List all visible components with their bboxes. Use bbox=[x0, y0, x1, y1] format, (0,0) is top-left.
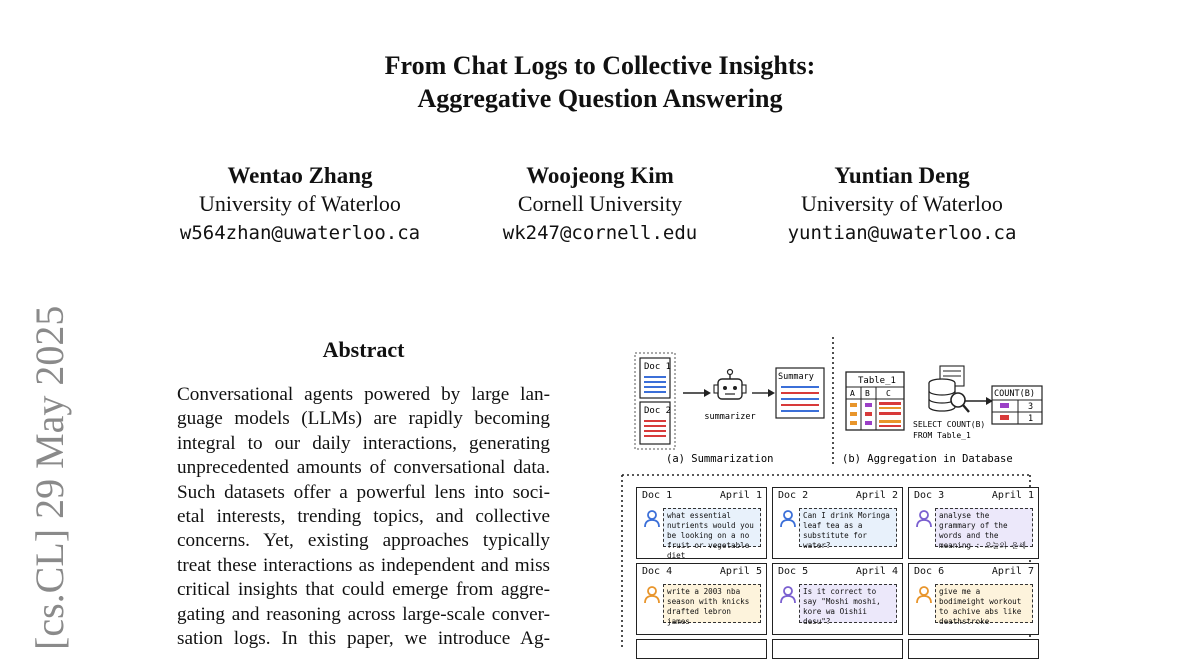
result-value: 3 bbox=[1028, 402, 1034, 412]
chat-message: write a 2003 nba season with knicks drafted lebron james bbox=[663, 584, 761, 623]
doc-card-header bbox=[914, 490, 1034, 501]
user-icon bbox=[644, 510, 660, 528]
abstract-line: concerns. Yet, existing approaches typically bbox=[177, 530, 550, 552]
result-value: 1 bbox=[1028, 414, 1034, 424]
author-block-2 bbox=[450, 162, 750, 248]
author-block-3 bbox=[752, 162, 1052, 248]
doc-card-header bbox=[778, 566, 898, 577]
result-color-swatch bbox=[1000, 415, 1009, 420]
chat-message: what essential nutrients would you be looking on a no fruit or vegetable diet bbox=[663, 508, 761, 547]
result-color-swatch bbox=[1000, 403, 1009, 408]
doc-card-id: Doc 1 bbox=[642, 490, 673, 501]
user-icon bbox=[780, 510, 796, 528]
chat-message: give me a bodimeight workout to achive abs like deathstroke bbox=[935, 584, 1033, 623]
result-header: COUNT(B) bbox=[994, 389, 1035, 399]
arrow-icon bbox=[768, 389, 775, 397]
abstract-line: Conversational agents powered by large lan- bbox=[177, 384, 550, 405]
arxiv-stamp: [cs.CL] 29 May 2025 bbox=[27, 305, 72, 650]
doc-card-date: April 1 bbox=[991, 490, 1034, 501]
doc-card bbox=[636, 563, 767, 635]
column-b-label: B bbox=[865, 389, 870, 398]
author-name: Wentao Zhang bbox=[227, 163, 373, 188]
doc-card bbox=[908, 563, 1039, 635]
database-icon bbox=[929, 366, 969, 412]
abstract-line: critical insights that could emerge from aggre- bbox=[177, 579, 550, 601]
doc-card-id: Doc 2 bbox=[778, 490, 809, 501]
sql-query-line-2: FROM Table_1 bbox=[913, 431, 971, 440]
author-affiliation: University of Waterloo bbox=[199, 191, 401, 216]
doc-card-header bbox=[642, 490, 762, 501]
doc-2-label: Doc 2 bbox=[644, 406, 672, 416]
abstract-body bbox=[177, 383, 550, 651]
abstract-line: Such datasets offer a powerful lens into soci- bbox=[177, 481, 550, 503]
doc-card-date: April 4 bbox=[855, 566, 898, 577]
arrow-icon bbox=[704, 389, 711, 397]
doc-1-label: Doc 1 bbox=[644, 362, 672, 372]
summary-label: Summary bbox=[778, 372, 814, 382]
author-affiliation: Cornell University bbox=[517, 191, 683, 216]
abstract-line: unprecedented amounts of conversational data. bbox=[177, 457, 550, 479]
chat-message: Is it correct to say "Moshi moshi, kore wa Oishii desu"? bbox=[799, 584, 897, 623]
doc-card-date: April 7 bbox=[991, 566, 1034, 577]
doc-card bbox=[772, 487, 903, 559]
user-icon bbox=[644, 586, 660, 604]
doc-card-header bbox=[778, 490, 898, 501]
doc-card-header bbox=[642, 566, 762, 577]
paper-title bbox=[0, 49, 1200, 115]
abstract-heading: Abstract bbox=[322, 337, 405, 362]
doc-card-partial bbox=[636, 639, 767, 659]
doc-card-date: April 1 bbox=[719, 490, 762, 501]
author-affiliation: University of Waterloo bbox=[801, 191, 1003, 216]
author-name: Woojeong Kim bbox=[526, 163, 674, 188]
abstract-line: sation logs. In this paper, we introduce Ag- bbox=[177, 628, 550, 650]
doc-card-id: Doc 3 bbox=[914, 490, 945, 501]
title-line-1: From Chat Logs to Collective Insights: bbox=[384, 51, 816, 80]
column-c-label: C bbox=[886, 389, 891, 398]
doc-card bbox=[908, 487, 1039, 559]
doc-card-partial bbox=[772, 639, 903, 659]
author-name: Yuntian Deng bbox=[834, 163, 970, 188]
abstract-line: treat these interactions as independent and miss bbox=[177, 554, 550, 576]
doc-card bbox=[636, 487, 767, 559]
author-email: yuntian@uwaterloo.ca bbox=[787, 222, 1017, 244]
robot-icon bbox=[714, 370, 746, 400]
user-icon bbox=[916, 510, 932, 528]
abstract-line: etal interests, trending topics, and collective bbox=[177, 506, 550, 528]
user-icon bbox=[916, 586, 932, 604]
caption-b: (b) Aggregation in Database bbox=[842, 453, 1013, 465]
figure-1 bbox=[620, 335, 1060, 648]
doc-card-id: Doc 6 bbox=[914, 566, 945, 577]
chat-message: analyse the grammary of the words and the meaning : 오늘의 운세 bbox=[935, 508, 1033, 547]
column-a-label: A bbox=[850, 389, 855, 398]
table-title: Table_1 bbox=[858, 376, 896, 386]
author-email: w564zhan@uwaterloo.ca bbox=[179, 222, 421, 244]
user-icon bbox=[780, 586, 796, 604]
abstract-line: guage models (LLMs) are rapidly becoming bbox=[177, 408, 550, 430]
sql-query-line-1: SELECT COUNT(B) bbox=[913, 420, 986, 429]
chat-message: Can I drink Moringa leaf tea as a substitute for water? bbox=[799, 508, 897, 547]
doc-card bbox=[772, 563, 903, 635]
title-line-2: Aggregative Question Answering bbox=[417, 84, 783, 113]
doc-card-id: Doc 5 bbox=[778, 566, 809, 577]
doc-card-date: April 5 bbox=[719, 566, 762, 577]
abstract-line: gating and reasoning across large-scale conver- bbox=[177, 603, 550, 625]
author-email: wk247@cornell.edu bbox=[502, 222, 698, 244]
author-block-1 bbox=[150, 162, 450, 248]
doc-card-id: Doc 4 bbox=[642, 566, 673, 577]
summarizer-label: summarizer bbox=[704, 412, 756, 422]
doc-card-partial bbox=[908, 639, 1039, 659]
abstract-line: integral to our daily interactions, generating bbox=[177, 432, 550, 454]
caption-a: (a) Summarization bbox=[666, 453, 774, 465]
doc-card-date: April 2 bbox=[855, 490, 898, 501]
doc-card-header bbox=[914, 566, 1034, 577]
